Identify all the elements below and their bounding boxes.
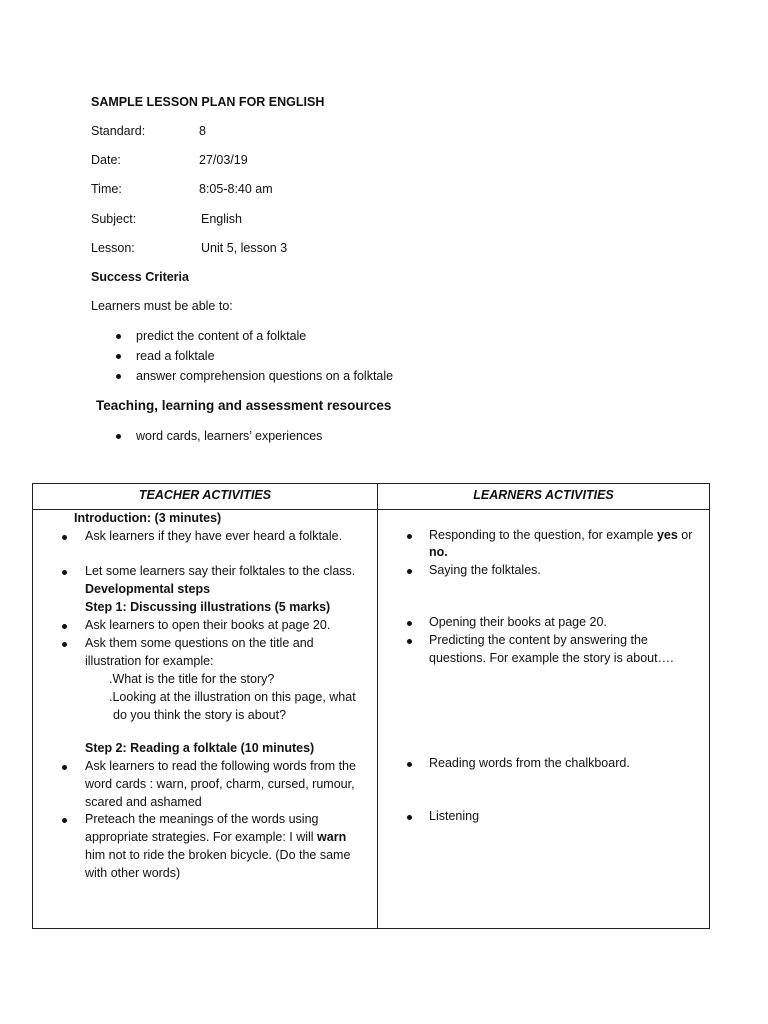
bullet-icon [116, 334, 121, 339]
time-value: 8:05-8:40 am [199, 182, 273, 196]
example-question: .What is the title for the story? [109, 672, 275, 686]
introduction-heading: Introduction: (3 minutes) [74, 511, 222, 525]
learner-activity-cont: questions. For example the story is about…. [429, 651, 674, 665]
example-question-cont: do you think the story is about? [113, 708, 287, 722]
bullet-icon [116, 374, 121, 379]
developmental-steps-heading: Developmental steps [85, 582, 211, 596]
success-criteria-heading: Success Criteria [91, 270, 189, 284]
bullet-icon [62, 818, 67, 823]
teacher-activity-cont: with other words) [85, 866, 181, 880]
teacher-activity-cont: him not to ride the broken bicycle. (Do the same [85, 848, 351, 862]
learner-activity-text: or [677, 528, 693, 542]
learner-activity: Reading words from the chalkboard. [429, 756, 630, 770]
bullet-icon [116, 354, 121, 359]
resource-item: word cards, learners’ experiences [136, 429, 323, 443]
lesson-value: Unit 5, lesson 3 [201, 241, 288, 255]
criteria-item: predict the content of a folktale [136, 329, 307, 343]
time-label: Time: [91, 182, 122, 196]
date-label: Date: [91, 153, 121, 167]
learner-activity: Predicting the content by answering the [429, 633, 648, 647]
lesson-label: Lesson: [91, 241, 135, 255]
resources-heading: Teaching, learning and assessment resources [96, 398, 392, 413]
teacher-activity-cont: word cards : warn, proof, charm, cursed, rumour, [85, 777, 355, 791]
activities-table [32, 483, 710, 929]
example-question: .Looking at the illustration on this page, what [109, 690, 356, 704]
criteria-item: answer comprehension questions on a folktale [136, 369, 394, 383]
learner-activity-text: Responding to the question, for example [429, 528, 657, 542]
standard-value: 8 [199, 124, 206, 138]
learner-activity: Listening [429, 809, 480, 823]
bullet-icon [62, 624, 67, 629]
teacher-activity-cont: scared and ashamed [85, 795, 202, 809]
keyword-no: no. [429, 545, 448, 559]
teacher-activity: Ask learners if they have ever heard a folktale. [85, 529, 343, 543]
teacher-activity: Ask learners to read the following words from the [85, 759, 356, 773]
column-divider [377, 484, 378, 928]
teacher-activity-cont [85, 829, 346, 847]
criteria-item: read a folktale [136, 349, 215, 363]
bullet-icon [62, 570, 67, 575]
learner-activity: Saying the folktales. [429, 563, 541, 577]
step2-heading: Step 2: Reading a folktale (10 minutes) [85, 741, 315, 755]
bullet-icon [407, 621, 412, 626]
learner-activity: Opening their books at page 20. [429, 615, 607, 629]
learners-activities-header: LEARNERS ACTIVITIES [473, 488, 614, 502]
teacher-activity-text: appropriate strategies. For example: I will [85, 830, 318, 844]
bullet-icon [407, 534, 412, 539]
document-title: SAMPLE LESSON PLAN FOR ENGLISH [91, 95, 325, 109]
success-criteria-intro: Learners must be able to: [91, 299, 233, 313]
bullet-icon [407, 569, 412, 574]
teacher-activity: Let some learners say their folktales to the class. [85, 564, 356, 578]
keyword-warn: warn [317, 830, 347, 844]
teacher-activity: Ask them some questions on the title and [85, 636, 314, 650]
subject-label: Subject: [91, 212, 137, 226]
learner-activity [429, 527, 692, 545]
standard-label: Standard: [91, 124, 146, 138]
bullet-icon [407, 639, 412, 644]
teacher-activity: Ask learners to open their books at page 20. [85, 618, 331, 632]
teacher-activities-header: TEACHER ACTIVITIES [138, 488, 272, 502]
subject-value: English [201, 212, 242, 226]
step1-heading: Step 1: Discussing illustrations (5 marks) [85, 600, 331, 614]
bullet-icon [407, 762, 412, 767]
teacher-activity: Preteach the meanings of the words using [85, 812, 319, 826]
bullet-icon [116, 434, 121, 439]
teacher-activity-cont: illustration for example: [85, 654, 214, 668]
bullet-icon [62, 642, 67, 647]
bullet-icon [62, 535, 67, 540]
bullet-icon [407, 815, 412, 820]
keyword-yes: yes [656, 528, 678, 542]
date-value: 27/03/19 [199, 153, 248, 167]
bullet-icon [62, 765, 67, 770]
